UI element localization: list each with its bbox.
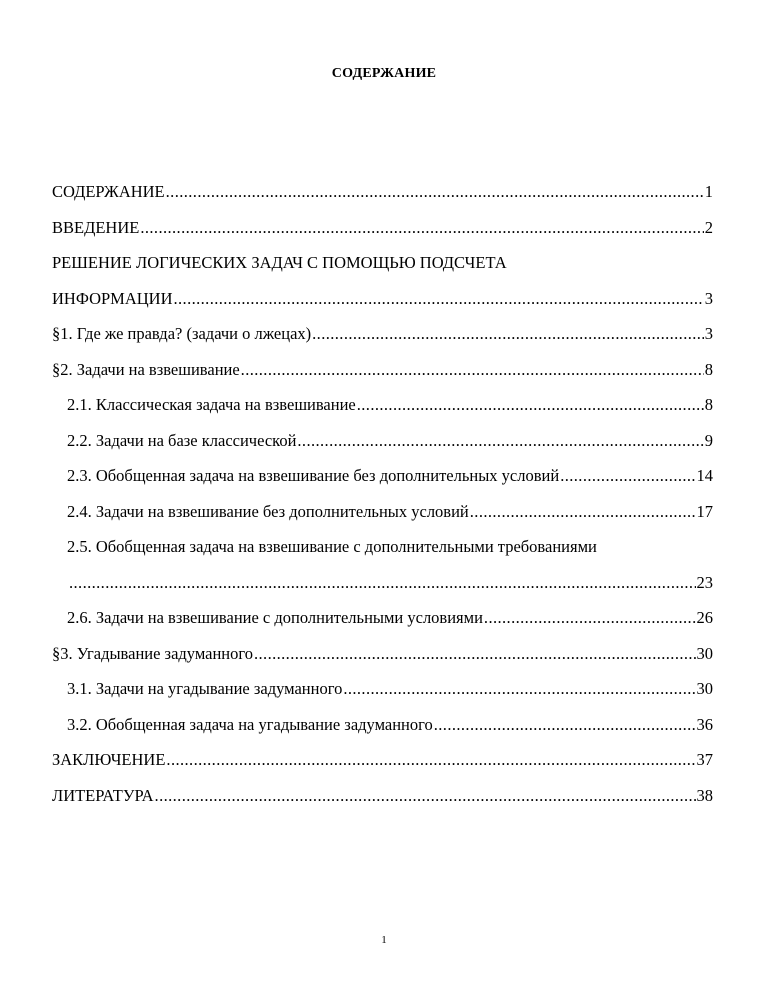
toc-entry-text: 2.4. Задачи на взвешивание без дополнительных условий [67, 501, 469, 521]
page-title: СОДЕРЖАНИЕ [331, 66, 437, 81]
toc-entry-page: 38 [696, 785, 713, 805]
toc-entry[interactable] [52, 387, 713, 423]
toc-entry-page: 9 [704, 430, 713, 450]
toc-dot-leader [560, 458, 695, 494]
toc-entry[interactable] [52, 245, 713, 281]
toc-entry-text: 2.2. Задачи на базе классической [67, 430, 297, 450]
toc-dot-leader [69, 565, 696, 601]
toc-entry-page: 3 [704, 324, 713, 343]
toc-dot-leader [166, 174, 704, 210]
toc-entry[interactable] [52, 565, 713, 601]
toc-entry[interactable] [52, 742, 713, 778]
toc-entry[interactable] [52, 494, 713, 530]
toc-dot-leader [470, 494, 696, 530]
toc-dot-leader [254, 636, 696, 672]
toc-entry-text: ЛИТЕРАТУРА [52, 785, 154, 805]
toc-entry[interactable] [52, 458, 713, 494]
toc-entry-page: 23 [696, 572, 713, 592]
toc-entry-text: ИНФОРМАЦИИ [52, 288, 173, 308]
toc-entry-page: 37 [696, 750, 713, 769]
page-number: 1 [381, 934, 387, 946]
toc-dot-leader [297, 423, 703, 459]
toc-entry[interactable] [52, 316, 713, 352]
toc-dot-leader [343, 671, 695, 707]
toc-entry[interactable] [52, 174, 713, 210]
toc-entry-page: 17 [696, 501, 713, 521]
toc-entry[interactable] [52, 529, 713, 565]
toc-dot-leader [484, 600, 696, 636]
toc-entry[interactable] [52, 636, 713, 672]
toc-dot-leader [241, 352, 704, 388]
toc-entry-text: 2.1. Классическая задача на взвешивание [67, 395, 356, 414]
toc-dot-leader [174, 281, 704, 317]
toc-entry-page: 8 [704, 395, 713, 414]
toc-entry[interactable] [52, 210, 713, 246]
toc-entry-text: §1. Где же правда? (задачи о лжецах) [52, 324, 312, 343]
toc-entry-page: 30 [696, 679, 713, 698]
toc-entry-page: 2 [704, 217, 713, 237]
toc-entry-text: 3.1. Задачи на угадывание задуманного [67, 679, 343, 698]
toc-entry-text: РЕШЕНИЕ ЛОГИЧЕСКИХ ЗАДАЧ С ПОМОЩЬЮ ПОДСЧЕТА [52, 253, 507, 272]
toc-entry[interactable] [52, 600, 713, 636]
toc-entry-text: §2. Задачи на взвешивание [52, 359, 240, 379]
toc-dot-leader [166, 742, 695, 778]
toc-entry-text: 2.3. Обобщенная задача на взвешивание без дополнительных условий [67, 466, 560, 485]
toc-entry-text: 2.6. Задачи на взвешивание с дополнительными условиями [67, 608, 483, 627]
toc-dot-leader [312, 316, 704, 352]
toc-entry[interactable] [52, 423, 713, 459]
toc-entry-text: 3.2. Обобщенная задача на угадывание задуманного [67, 714, 433, 734]
toc-entry[interactable] [52, 281, 713, 317]
toc-entry-page: 1 [704, 182, 713, 201]
toc-entry-text: 2.5. Обобщенная задача на взвешивание с дополнительными требованиями [67, 537, 597, 556]
toc-dot-leader [155, 778, 696, 814]
toc-dot-leader [357, 387, 704, 423]
toc-entry-page: 36 [696, 714, 713, 734]
toc-entry[interactable] [52, 707, 713, 743]
toc-entry-page: 14 [696, 466, 713, 485]
toc-entry-text: ЗАКЛЮЧЕНИЕ [52, 750, 166, 769]
toc-entry[interactable] [52, 778, 713, 814]
toc-entry[interactable] [52, 671, 713, 707]
toc-entry-page: 3 [704, 288, 713, 308]
toc-entry[interactable] [52, 352, 713, 388]
table-of-contents [52, 174, 713, 813]
toc-dot-leader [140, 210, 703, 246]
toc-entry-page: 30 [696, 643, 713, 663]
toc-entry-text: §3. Угадывание задуманного [52, 643, 253, 663]
toc-entry-text: СОДЕРЖАНИЕ [52, 182, 165, 201]
toc-entry-page: 8 [704, 359, 713, 379]
toc-entry-text: ВВЕДЕНИЕ [52, 217, 140, 237]
toc-entry-page: 26 [696, 608, 713, 627]
toc-dot-leader [434, 707, 696, 743]
